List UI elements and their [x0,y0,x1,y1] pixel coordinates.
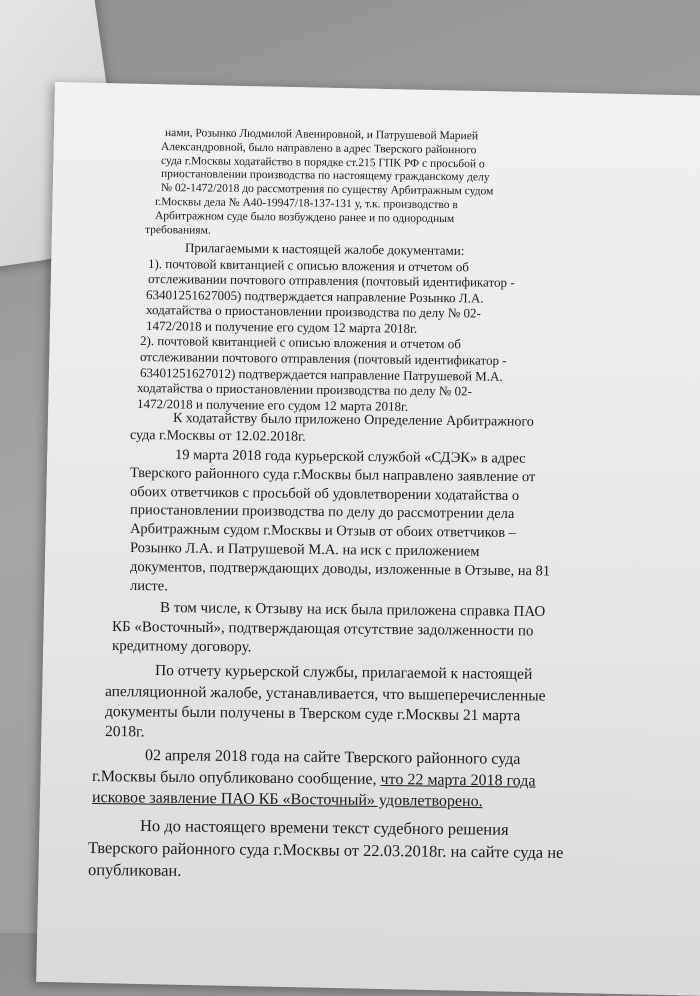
text-line: К ходатайству было приложено Определение Арбитражного [172,411,534,430]
text-line: Арбитражным судом г.Москвы и Отзыв от обоих ответчиков – [129,521,517,542]
text-line: Тверского районного суда г.Москвы был направлено заявление от [129,465,536,486]
text-line: 1472/2018 и получение его судом 12 марта 2018г. [136,396,409,414]
text-line: апелляционной жалобе, устанавливается, что вышеперечисленные [104,683,546,705]
text-line: опубликован. [87,860,182,880]
text-line: В том числе, к Отзыву на иск была приложена справка ПАО [159,600,546,621]
text-line: листе. [129,578,168,595]
text-line: суда г.Москвы ходатайство в порядке ст.215 ГПК РФ с просьбой о [160,155,485,171]
text-line: ходатайства о приостановлении производства по делу № 02- [136,380,473,399]
text-line: 02 апреля 2018 года на сайте Тверского районного суда [144,747,521,768]
text-line: 63401251627005) подтверждается направление Розынко Л.А. [145,287,484,306]
text-line: кредитному договору. [111,638,252,656]
text-line: приостановлении производства по настоящему гражданскому делу [160,168,490,184]
text-line: Но до настоящего времени текст судебного решения [139,816,509,839]
text-line: 2). почтовой квитанцией с описью вложения и отчетом об [139,333,462,352]
text-line: Розынко Л.А. и Патрушевой М.А. на иск с приложением [129,540,480,560]
text-line: Прилагаемыми к настоящей жалобе документами: [184,240,465,258]
text-line: Арбитражном суде было возбуждено ранее и по однородным [154,210,455,226]
text-line: По отчету курьерской службы, прилагаемой к настоящей [154,662,533,683]
text-line: ходатайства о приостановлении производства по делу № 02- [145,302,482,321]
text-line: суда г.Москвы от 12.02.2018г. [129,428,306,445]
text-line: 63401251627012) подтверждается направление Патрушевой М.А. [139,365,503,384]
text-line: КБ «Восточный», подтверждающая отсутствие задолженности по [111,619,534,640]
text-line: 2018г. [104,723,145,741]
text-line: Тверского районного суда г.Москвы от 22.03.2018г. на сайте суда не [87,838,564,862]
text-line: отслеживании почтового отправления (почтовый идентификатор - [139,349,507,368]
text-line: 1472/2018 и получение его судом 12 марта 2018г. [145,318,418,336]
text-line: документы были получены в Тверском суде г.Москвы 21 марта [104,703,521,725]
text-line: требованиям. [144,224,211,237]
text-segment: г.Москвы было опубликовано сообщение, [91,768,381,789]
text-line [92,768,536,791]
text-line: отслеживании почтового отправления (почтовый идентификатор - [147,271,515,290]
text-line: нами, Розынко Людмилой Авенировной, и Патрушевой Марией [164,127,479,143]
text-line: № 02-1472/2018 до рассмотрения по существу Арбитражным судом [160,182,494,198]
text-line: 19 марта 2018 года курьерской службой «СДЭК» в адрес [174,447,526,467]
text-line: г.Москвы дела № А40-19947/18-137-131 у, т.к. производство в [154,196,458,212]
text-line: документов, подтверждающих доводы, изложенные в Отзыве, на 81 [129,559,551,580]
text-line: Александровной, было направлено в адрес Тверского районного [160,141,477,157]
text-line: 1). почтовой квитанцией с описью вложения и отчетом об [147,256,470,275]
text-line: обоих ответчиков с просьбой об удовлетворении ходатайства о [129,484,520,505]
underlined-text: исковое заявление ПАО КБ «Восточный» удовлетворено. [91,789,483,811]
text-line: приостановлении производства по делу до рассмотрении дела [129,502,515,523]
underlined-text: что 22 марта 2018 года [380,771,536,790]
